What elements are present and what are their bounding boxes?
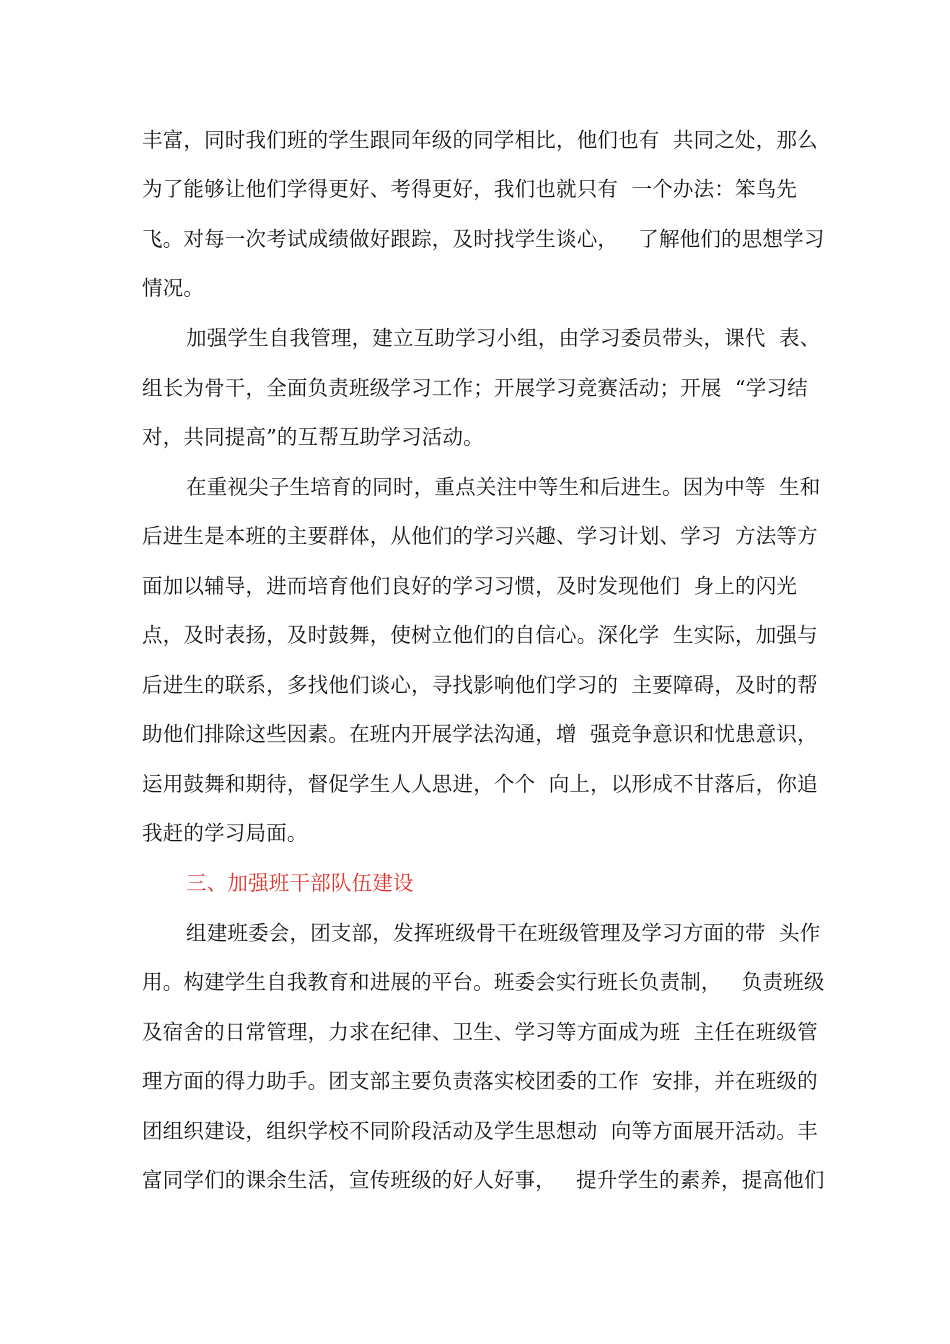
paragraph-4-line-1: 组建班委会，团支部，发挥班级骨干在班级管理及学习方面的带 头作 <box>186 921 821 945</box>
paragraph-3-line-1: 在重视尖子生培育的同时，重点关注中等生和后进生。因为中等 生和 <box>186 475 821 499</box>
paragraph-4-line-2: 用。构建学生自我教育和进展的平台。班委会实行班长负责制， 负责班级 <box>142 970 825 994</box>
paragraph-3-line-6: 助他们排除这些因素。在班内开展学法沟通，增 强竞争意识和忧患意识， <box>142 722 818 746</box>
paragraph-2-line-3: 对，共同提高”的互帮互助学习活动。 <box>142 425 484 449</box>
paragraph-4-line-4: 理方面的得力助手。团支部主要负责落实校团委的工作 安排，并在班级的 <box>142 1069 818 1093</box>
paragraph-4-line-3: 及宿舍的日常管理，力求在纪律、卫生、学习等方面成为班 主任在班级管 <box>142 1020 818 1044</box>
paragraph-3-line-8: 我赶的学习局面。 <box>142 821 308 845</box>
paragraph-2-line-1: 加强学生自我管理，建立互助学习小组，由学习委员带头，课代 表、 <box>186 326 821 350</box>
paragraph-3-line-7: 运用鼓舞和期待，督促学生人人思进，个个 向上，以形成不甘落后，你追 <box>142 772 818 796</box>
paragraph-3-line-2: 后进生是本班的主要群体，从他们的学习兴趣、学习计划、学习 方法等方 <box>142 524 818 548</box>
paragraph-3-line-3: 面加以辅导，进而培育他们良好的学习习惯，及时发现他们 身上的闪光 <box>142 574 798 598</box>
paragraph-1-line-4: 情况。 <box>142 276 205 300</box>
section-heading: 三、加强班干部队伍建设 <box>186 871 414 895</box>
paragraph-3-line-5: 后进生的联系，多找他们谈心，寻找影响他们学习的 主要障碍，及时的帮 <box>142 673 818 697</box>
paragraph-4-line-5: 团组织建设，组织学校不同阶段活动及学生思想动 向等方面展开活动。丰 <box>142 1119 818 1143</box>
paragraph-4-line-6: 富同学们的课余生活，宣传班级的好人好事， 提升学生的素养，提高他们 <box>142 1168 825 1192</box>
paragraph-1-line-1: 丰富，同时我们班的学生跟同年级的同学相比，他们也有 共同之处，那么 <box>142 128 818 152</box>
paragraph-1-line-3: 飞。对每一次考试成绩做好跟踪，及时找学生谈心， 了解他们的思想学习 <box>142 227 825 251</box>
paragraph-1-line-2: 为了能够让他们学得更好、考得更好，我们也就只有 一个办法：笨鸟先 <box>142 177 798 201</box>
paragraph-3-line-4: 点，及时表扬，及时鼓舞，使树立他们的自信心。深化学 生实际，加强与 <box>142 623 818 647</box>
paragraph-2-line-2: 组长为骨干，全面负责班级学习工作；开展学习竞赛活动；开展 “学习结 <box>142 376 808 400</box>
